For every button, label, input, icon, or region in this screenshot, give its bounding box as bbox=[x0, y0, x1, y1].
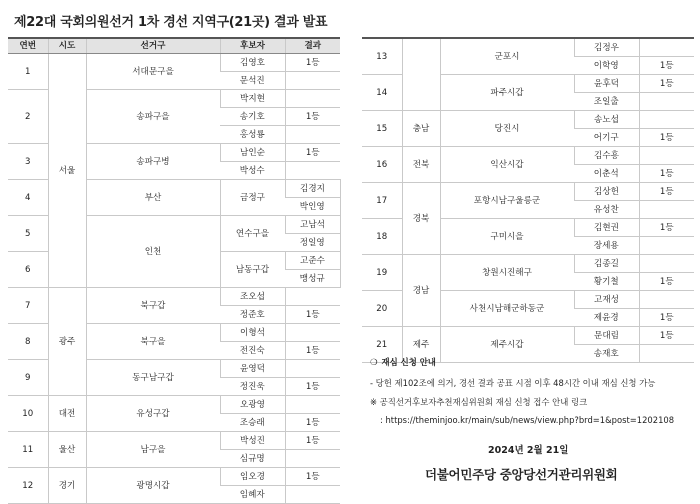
province-cell: 전북 bbox=[402, 147, 440, 183]
district-number: 10 bbox=[8, 396, 48, 432]
result-rank: 1등 bbox=[639, 273, 694, 291]
appeal-notice bbox=[370, 356, 695, 432]
candidate-name: 오광영 bbox=[220, 396, 285, 414]
result-rank: 1등 bbox=[639, 219, 694, 237]
result-rank bbox=[285, 90, 340, 108]
candidate-name: 임혜자 bbox=[220, 486, 285, 504]
table-row bbox=[362, 183, 694, 201]
result-rank: 1등 bbox=[639, 183, 694, 201]
result-rank bbox=[285, 126, 340, 144]
candidate-name: 이춘석 bbox=[574, 165, 639, 183]
result-rank: 1등 bbox=[639, 75, 694, 93]
candidate-name: 송기호 bbox=[220, 108, 285, 126]
candidate-name: 김정우 bbox=[574, 38, 639, 57]
district-name: 남동구갑 bbox=[220, 252, 285, 288]
candidate-name: 김영호 bbox=[220, 54, 285, 72]
result-rank bbox=[639, 93, 694, 111]
organization-name: 더불어민주당 중앙당선거관리위원회 bbox=[425, 467, 618, 482]
result-rank bbox=[639, 255, 694, 273]
district-number: 18 bbox=[362, 219, 402, 255]
result-rank: 1등 bbox=[285, 108, 340, 126]
district-number: 8 bbox=[8, 324, 48, 360]
result-rank bbox=[639, 237, 694, 255]
result-rank: 1등 bbox=[639, 309, 694, 327]
province-cell: 광주 bbox=[48, 288, 86, 396]
candidate-name: 김수흥 bbox=[574, 147, 639, 165]
district-number: 5 bbox=[8, 216, 48, 252]
province-cell bbox=[402, 38, 440, 111]
notice-heading bbox=[370, 356, 695, 368]
district-name: 제주시갑 bbox=[440, 327, 574, 363]
candidate-name: 문석진 bbox=[220, 72, 285, 90]
result-rank: 1등 bbox=[639, 165, 694, 183]
notice-line-link-label: ※ 공직선거후보자추천재심위원회 재심 신청 접수 안내 링크 bbox=[370, 397, 588, 407]
col-header-number: 연번 bbox=[8, 38, 48, 54]
table-row bbox=[8, 396, 340, 414]
candidate-name: 문대림 bbox=[574, 327, 639, 345]
result-rank: 1등 bbox=[639, 327, 694, 345]
results-table-left-body bbox=[8, 54, 340, 504]
result-rank: 1등 bbox=[285, 144, 340, 162]
district-number: 11 bbox=[8, 432, 48, 468]
province-cell: 인천 bbox=[86, 216, 220, 288]
district-number: 16 bbox=[362, 147, 402, 183]
district-name: 군포시 bbox=[440, 38, 574, 75]
district-name: 남구을 bbox=[86, 432, 220, 468]
results-table-right bbox=[362, 37, 694, 363]
result-rank: 1등 bbox=[285, 414, 340, 432]
candidate-name: 김현권 bbox=[574, 219, 639, 237]
district-number: 2 bbox=[8, 90, 48, 144]
col-header-result: 결과 bbox=[285, 38, 340, 54]
district-name: 유성구갑 bbox=[86, 396, 220, 432]
table-row bbox=[8, 288, 340, 306]
district-name: 연수구을 bbox=[220, 216, 285, 252]
district-number: 7 bbox=[8, 288, 48, 324]
result-rank bbox=[639, 147, 694, 165]
candidate-name: 전진숙 bbox=[220, 342, 285, 360]
candidate-name: 송재호 bbox=[574, 345, 639, 363]
result-rank: 1등 bbox=[285, 432, 340, 450]
district-name: 익산시갑 bbox=[440, 147, 574, 183]
col-header-candidate: 후보자 bbox=[220, 38, 285, 54]
candidate-name: 제윤경 bbox=[574, 309, 639, 327]
notice-link[interactable]: : https://theminjoo.kr/main/sub/news/view.php?brd=1&post=1202108 bbox=[380, 415, 675, 425]
district-name: 당진시 bbox=[440, 111, 574, 147]
candidate-name: 김경지 bbox=[285, 180, 340, 198]
district-number: 14 bbox=[362, 75, 402, 111]
result-rank bbox=[639, 111, 694, 129]
district-number: 20 bbox=[362, 291, 402, 327]
candidate-name: 박성진 bbox=[220, 432, 285, 450]
result-rank: 1등 bbox=[285, 54, 340, 72]
district-name: 금정구 bbox=[220, 180, 285, 216]
candidate-name: 이형석 bbox=[220, 324, 285, 342]
province-cell: 제주 bbox=[402, 327, 440, 363]
province-cell: 경기 bbox=[48, 468, 86, 504]
district-number: 21 bbox=[362, 327, 402, 363]
table-header-row bbox=[8, 38, 340, 54]
province-cell: 부산 bbox=[86, 180, 220, 216]
announcement-date: 2024년 2월 21일 bbox=[488, 445, 569, 456]
district-name: 동구남구갑 bbox=[86, 360, 220, 396]
candidate-name: 유성찬 bbox=[574, 201, 639, 219]
candidate-name: 박성수 bbox=[220, 162, 285, 180]
district-name: 구미시을 bbox=[440, 219, 574, 255]
result-rank bbox=[639, 291, 694, 309]
candidate-name: 윤영덕 bbox=[220, 360, 285, 378]
result-rank: 1등 bbox=[285, 378, 340, 396]
district-name: 포항시남구울릉군 bbox=[440, 183, 574, 219]
candidate-name: 김종길 bbox=[574, 255, 639, 273]
table-row bbox=[362, 147, 694, 165]
province-cell: 경북 bbox=[402, 183, 440, 255]
col-header-province: 시도 bbox=[48, 38, 86, 54]
district-name: 광명시갑 bbox=[86, 468, 220, 504]
candidate-name: 김상헌 bbox=[574, 183, 639, 201]
candidate-name: 조승래 bbox=[220, 414, 285, 432]
result-rank bbox=[639, 201, 694, 219]
candidate-name: 고남석 bbox=[285, 216, 340, 234]
candidate-name: 윤후덕 bbox=[574, 75, 639, 93]
district-number: 4 bbox=[8, 180, 48, 216]
candidate-name: 박인영 bbox=[285, 198, 340, 216]
result-rank bbox=[285, 72, 340, 90]
result-rank bbox=[285, 360, 340, 378]
result-rank bbox=[285, 324, 340, 342]
province-cell: 서울 bbox=[48, 54, 86, 288]
candidate-name: 조오섭 bbox=[220, 288, 285, 306]
result-rank: 1등 bbox=[639, 57, 694, 75]
candidate-name: 심규명 bbox=[220, 450, 285, 468]
notice-heading-text: 재심 신청 안내 bbox=[381, 357, 436, 367]
district-number: 12 bbox=[8, 468, 48, 504]
candidate-name: 고재성 bbox=[574, 291, 639, 309]
district-number: 6 bbox=[8, 252, 48, 288]
table-row bbox=[362, 38, 694, 57]
province-cell: 경남 bbox=[402, 255, 440, 327]
district-name: 북구을 bbox=[86, 324, 220, 360]
candidate-name: 박지현 bbox=[220, 90, 285, 108]
candidate-name: 임오경 bbox=[220, 468, 285, 486]
notice-line-deadline: - 당헌 제102조에 의거, 경선 결과 공표 시점 이후 48시간 이내 재심 신청 가능 bbox=[370, 378, 656, 388]
result-rank: 1등 bbox=[639, 129, 694, 147]
district-name: 송파구병 bbox=[86, 144, 220, 180]
district-number: 3 bbox=[8, 144, 48, 180]
table-row bbox=[362, 255, 694, 273]
district-name: 북구갑 bbox=[86, 288, 220, 324]
result-rank: 1등 bbox=[285, 342, 340, 360]
table-row bbox=[362, 111, 694, 129]
district-number: 19 bbox=[362, 255, 402, 291]
candidate-name: 정일영 bbox=[285, 234, 340, 252]
province-cell: 충남 bbox=[402, 111, 440, 147]
col-header-district: 선거구 bbox=[86, 38, 220, 54]
candidate-name: 남인순 bbox=[220, 144, 285, 162]
province-cell: 대전 bbox=[48, 396, 86, 432]
circle-bullet-icon: ❍ bbox=[370, 357, 378, 367]
candidate-name: 황기철 bbox=[574, 273, 639, 291]
result-rank bbox=[285, 450, 340, 468]
candidate-name: 송노섭 bbox=[574, 111, 639, 129]
results-table-right-body bbox=[362, 38, 694, 363]
result-rank bbox=[285, 396, 340, 414]
result-rank: 1등 bbox=[285, 468, 340, 486]
district-name: 파주시갑 bbox=[440, 75, 574, 111]
candidate-name: 고준수 bbox=[285, 252, 340, 270]
district-number: 13 bbox=[362, 38, 402, 75]
table-row bbox=[8, 54, 340, 72]
candidate-name: 홍성룡 bbox=[220, 126, 285, 144]
result-rank bbox=[639, 38, 694, 57]
results-table-left bbox=[8, 37, 340, 504]
candidate-name: 어기구 bbox=[574, 129, 639, 147]
table-row bbox=[8, 432, 340, 450]
district-name: 사천시남해군하동군 bbox=[440, 291, 574, 327]
page-title: 제22대 국회의원선거 1차 경선 지역구(21곳) 결과 발표 bbox=[14, 15, 328, 30]
district-name: 송파구을 bbox=[86, 90, 220, 144]
table-row bbox=[8, 468, 340, 486]
candidate-name: 조일출 bbox=[574, 93, 639, 111]
district-number: 17 bbox=[362, 183, 402, 219]
district-number: 9 bbox=[8, 360, 48, 396]
result-rank bbox=[285, 288, 340, 306]
district-name: 창원시진해구 bbox=[440, 255, 574, 291]
candidate-name: 맹성규 bbox=[285, 270, 340, 288]
candidate-name: 정준호 bbox=[220, 306, 285, 324]
province-cell: 울산 bbox=[48, 432, 86, 468]
table-row bbox=[362, 327, 694, 345]
district-name: 서대문구을 bbox=[86, 54, 220, 90]
candidate-name: 장세용 bbox=[574, 237, 639, 255]
candidate-name: 이학영 bbox=[574, 57, 639, 75]
district-number: 1 bbox=[8, 54, 48, 90]
result-rank bbox=[285, 162, 340, 180]
result-rank: 1등 bbox=[285, 306, 340, 324]
candidate-name: 정진욱 bbox=[220, 378, 285, 396]
result-rank bbox=[285, 486, 340, 504]
district-number: 15 bbox=[362, 111, 402, 147]
